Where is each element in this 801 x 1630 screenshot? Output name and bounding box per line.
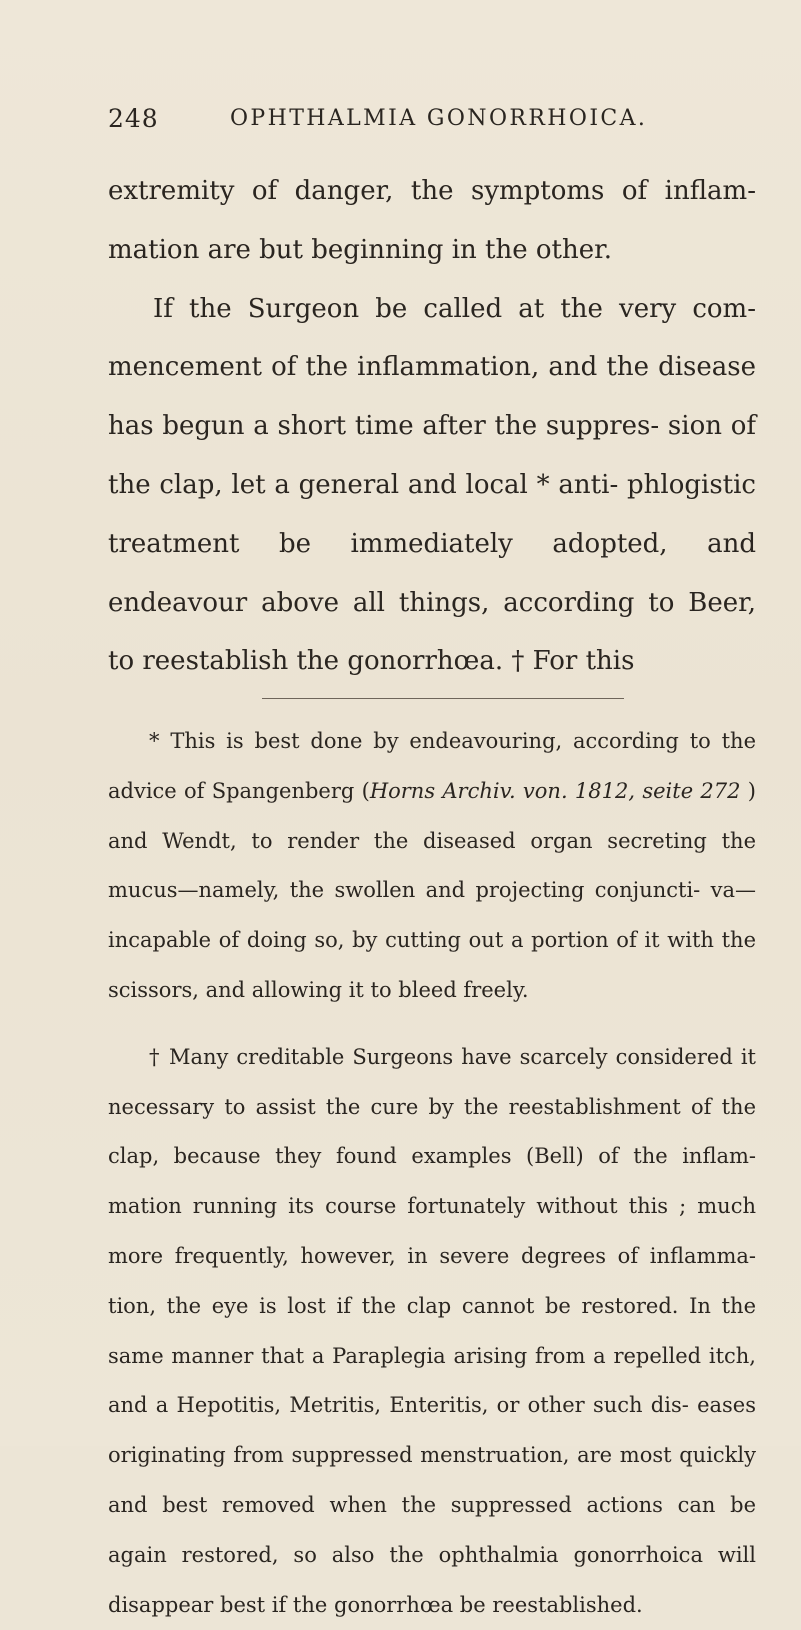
main-text — [108, 162, 756, 691]
footnote-1-text-b: ) and Wendt, to render the diseased organ secreting the mucus—namely, the swollen and projecting conjuncti- va—incapable of doing so, by cutting out a portion of it with the scissors, and allowing it to bleed freely. — [108, 778, 756, 1002]
footnote-2: † Many creditable Surgeons have scarcely considered it necessary to assist the cure by the reestablishment of the clap, because they found examples (Bell) of the inflam- mation running its course fortunately without this ; much more frequently, however, in severe degrees of inflamma- tion, the eye is lost if the clap cannot be restored. In the same manner that a Paraplegia arising from a repelled itch, and a Hepotitis, Metritis, Enteritis, or other such dis- eases originating from suppressed menstruation, are most quickly and best removed when the suppressed actions can be again restored, so also the ophthalmia gonorrhoica will disappear best if the gonorrhœa be reestablished. — [108, 1044, 756, 1617]
footnote-1-citation: Horns Archiv. von. — [369, 778, 568, 803]
footnote-1-year: 1812, — [567, 778, 643, 803]
footnote-divider — [262, 698, 624, 699]
page-header — [108, 104, 748, 140]
footnote-1 — [108, 717, 756, 1016]
footnotes — [108, 717, 756, 1630]
paragraph-2: If the Surgeon be called at the very com- mencement of the inflammation, and the disease has begun a short time after the suppres- sion of the clap, let a general and local * anti- phlogistic treatment be immediately adopted, and endeavour above all things, according to Beer, to reestablish the gonorrhœa. † For this — [108, 293, 756, 677]
footnote-1-text-a: * This is best done by endeavouring, according to the advice of Spangenberg ( — [108, 729, 756, 803]
running-title: OPHTHALMIA GONORRHOICA. — [230, 106, 648, 131]
footnote-1-page: 272 — [693, 778, 748, 803]
page-number: 248 — [108, 104, 159, 133]
footnote-1-seite: seite — [642, 778, 694, 803]
paragraph-1: extremity of danger, the symptoms of inflam- mation are but beginning in the other. — [108, 176, 756, 265]
